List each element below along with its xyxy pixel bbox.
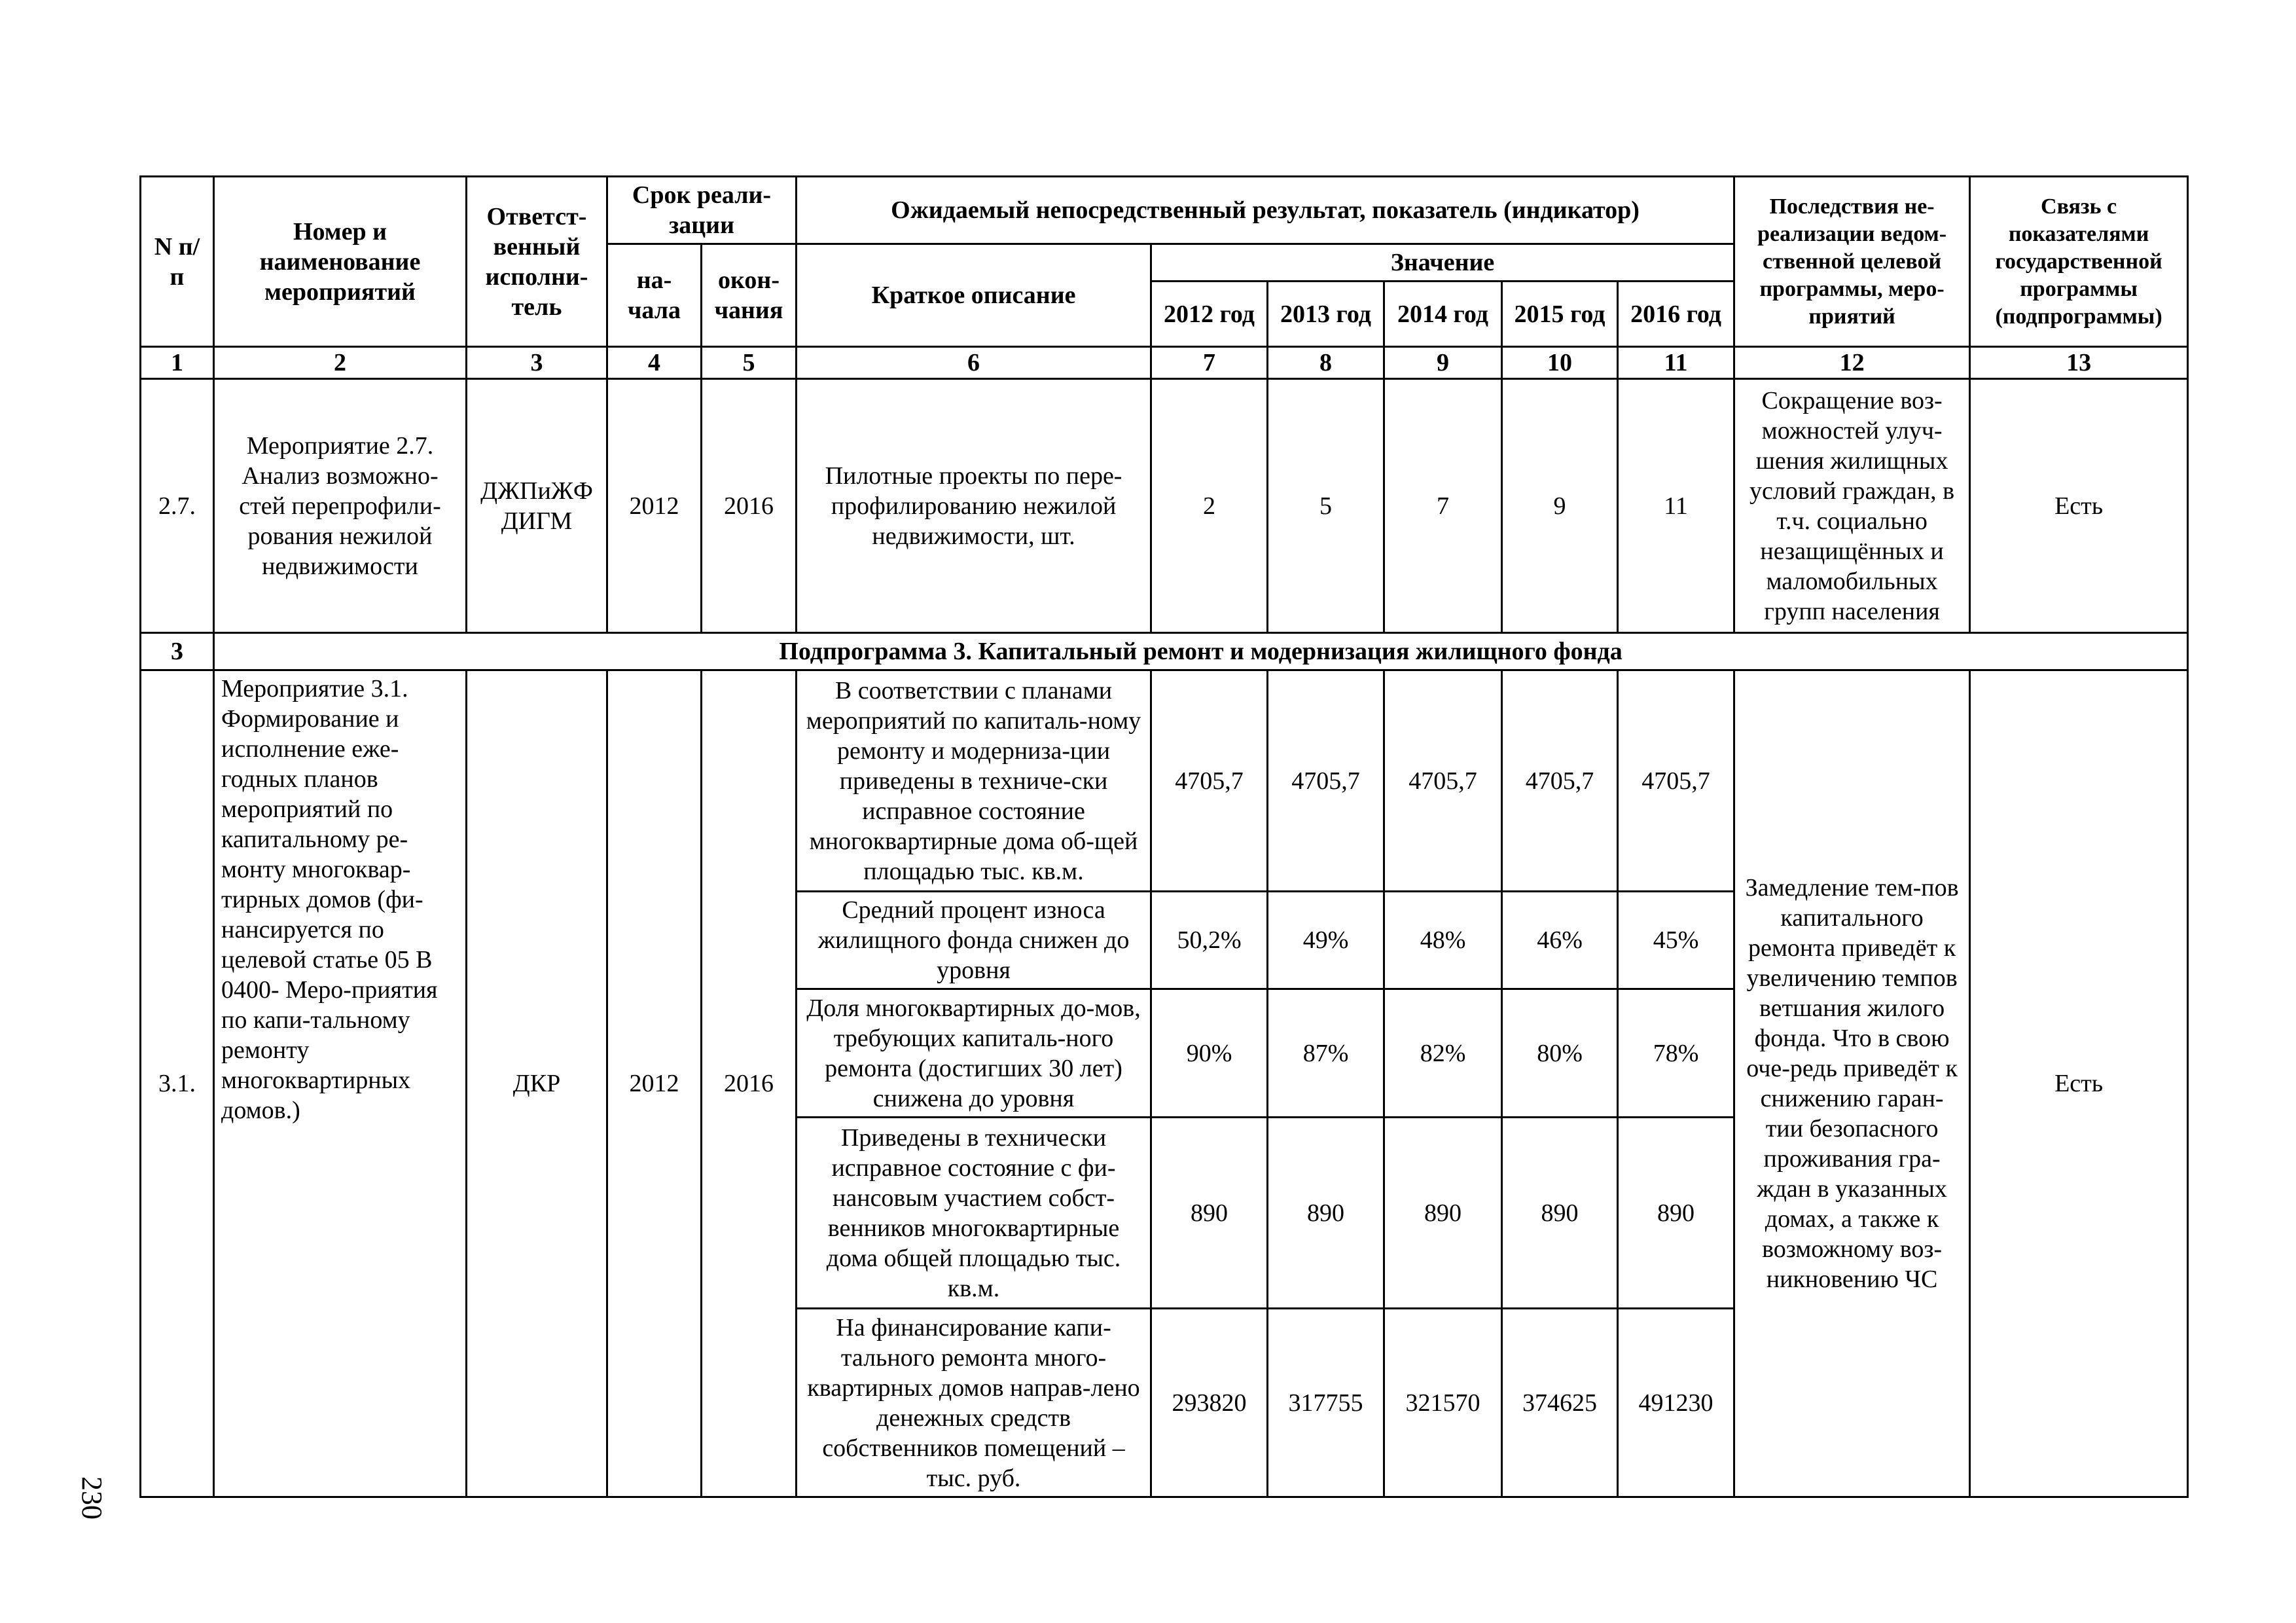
indicator-value: 82% [1384, 989, 1502, 1118]
indicator-value: 4705,7 [1618, 670, 1734, 892]
column-number: 1 [141, 347, 214, 379]
column-number: 4 [607, 347, 702, 379]
header-name: Номер и наименование мероприятий [214, 177, 467, 347]
start-year: 2012 [607, 670, 702, 1497]
indicator-value: 87% [1268, 989, 1384, 1118]
indicator-value: 374625 [1502, 1309, 1618, 1497]
header-year: 2014 год [1384, 282, 1502, 347]
indicator-value: 4705,7 [1268, 670, 1384, 892]
responsible: ДЖПиЖФ ДИГМ [467, 379, 607, 633]
page-number: 230 [76, 1476, 108, 1520]
header-responsible: Ответст-венный исполни-тель [467, 177, 607, 347]
indicator-description: Пилотные проекты по пере-профилированию нежилой недвижимости, шт. [797, 379, 1151, 633]
program-link: Есть [1970, 670, 2188, 1497]
indicator-value: 7 [1384, 379, 1502, 633]
consequences: Замедление тем-пов капитального ремонта приведёт к увеличению темпов ветшания жилого фонда. Что в свою оче-редь приведёт к снижению гаран-тии безопасного проживания гра-ждан в указанных домах, а также к возможному воз-никновению ЧС [1734, 670, 1970, 1497]
column-numbers-row [141, 347, 2188, 379]
row-number: 2.7. [141, 379, 214, 633]
column-number: 12 [1734, 347, 1970, 379]
indicator-description: В соответствии с планами мероприятий по капиталь-ному ремонту и модерниза-ции приведены в техниче-ски исправное состояние многоквартирные дома об-щей площадью тыс. кв.м. [797, 670, 1151, 892]
column-number: 13 [1970, 347, 2188, 379]
header-n: N п/п [141, 177, 214, 347]
indicator-value: 890 [1502, 1118, 1618, 1309]
measure-name: Мероприятие 2.7. Анализ возможно-стей перепрофили-рования нежилой недвижимости [214, 379, 467, 633]
column-number: 11 [1618, 347, 1734, 379]
column-number: 10 [1502, 347, 1618, 379]
indicator-description: Доля многоквартирных до-мов, требующих капиталь-ного ремонта (достигших 30 лет) снижена до уровня [797, 989, 1151, 1118]
start-year: 2012 [607, 379, 702, 633]
indicator-value: 491230 [1618, 1309, 1734, 1497]
indicator-value: 890 [1268, 1118, 1384, 1309]
subprogram-title: Подпрограмма 3. Капитальный ремонт и модернизация жилищного фонда [214, 633, 2188, 670]
header-link: Связь с показателями государственной программы (подпрограммы) [1970, 177, 2188, 347]
header-row-1 [141, 177, 2188, 244]
header-value: Значение [1151, 244, 1734, 282]
program-link: Есть [1970, 379, 2188, 633]
indicator-value: 4705,7 [1151, 670, 1268, 892]
end-year: 2016 [702, 670, 797, 1497]
indicator-description: На финансирование капи-тального ремонта много-квартирных домов направ-лено денежных средств собственников помещений – тыс. руб. [797, 1309, 1151, 1497]
indicator-value: 890 [1151, 1118, 1268, 1309]
indicator-value: 2 [1151, 379, 1268, 633]
measures-table [139, 175, 2189, 1498]
header-term-start: на-чала [607, 244, 702, 347]
end-year: 2016 [702, 379, 797, 633]
row-number: 3.1. [141, 670, 214, 1497]
indicator-value: 45% [1618, 892, 1734, 989]
measure-name: Мероприятие 3.1. Формирование и исполнение еже-годных планов мероприятий по капитальному ре-монту многоквар-тирных домов (фи-нансируется по целевой статье 05 В 0400- Меро-приятия по капи-тальному ремонту многоквартирных домов.) [214, 670, 467, 1497]
responsible: ДКР [467, 670, 607, 1497]
column-number: 8 [1268, 347, 1384, 379]
header-year: 2012 год [1151, 282, 1268, 347]
indicator-description: Средний процент износа жилищного фонда снижен до уровня [797, 892, 1151, 989]
indicator-description: Приведены в технически исправное состояние с фи-нансовым участием собст-венников многоквартирные дома общей площадью тыс. кв.м. [797, 1118, 1151, 1309]
indicator-value: 48% [1384, 892, 1502, 989]
column-number: 2 [214, 347, 467, 379]
indicator-value: 890 [1384, 1118, 1502, 1309]
header-brief: Краткое описание [797, 244, 1151, 347]
header-term-end: окон-чания [702, 244, 797, 347]
header-year: 2015 год [1502, 282, 1618, 347]
indicator-value: 9 [1502, 379, 1618, 633]
header-year: 2016 год [1618, 282, 1734, 347]
indicator-value: 4705,7 [1384, 670, 1502, 892]
column-number: 7 [1151, 347, 1268, 379]
indicator-value: 50,2% [1151, 892, 1268, 989]
indicator-value: 4705,7 [1502, 670, 1618, 892]
subprogram-row [141, 633, 2188, 670]
indicator-value: 5 [1268, 379, 1384, 633]
indicator-value: 90% [1151, 989, 1268, 1118]
column-number: 3 [467, 347, 607, 379]
header-consequences: Последствия не-реализации ведом-ственной целевой программы, меро-приятий [1734, 177, 1970, 347]
subprogram-number: 3 [141, 633, 214, 670]
indicator-value: 80% [1502, 989, 1618, 1118]
header-year: 2013 год [1268, 282, 1384, 347]
indicator-value: 293820 [1151, 1309, 1268, 1497]
table-row [141, 379, 2188, 633]
indicator-value: 890 [1618, 1118, 1734, 1309]
indicator-value: 78% [1618, 989, 1734, 1118]
column-number: 9 [1384, 347, 1502, 379]
indicator-value: 11 [1618, 379, 1734, 633]
indicator-value: 321570 [1384, 1309, 1502, 1497]
indicator-value: 49% [1268, 892, 1384, 989]
consequences: Сокращение воз-можностей улуч-шения жилищных условий граждан, в т.ч. социально незащищённых и маломобильных групп населения [1734, 379, 1970, 633]
header-term: Срок реали-зации [607, 177, 797, 244]
column-number: 6 [797, 347, 1151, 379]
indicator-value: 46% [1502, 892, 1618, 989]
indicator-value: 317755 [1268, 1309, 1384, 1497]
header-expected-result: Ожидаемый непосредственный результат, показатель (индикатор) [797, 177, 1734, 244]
column-number: 5 [702, 347, 797, 379]
table-row [141, 670, 2188, 892]
